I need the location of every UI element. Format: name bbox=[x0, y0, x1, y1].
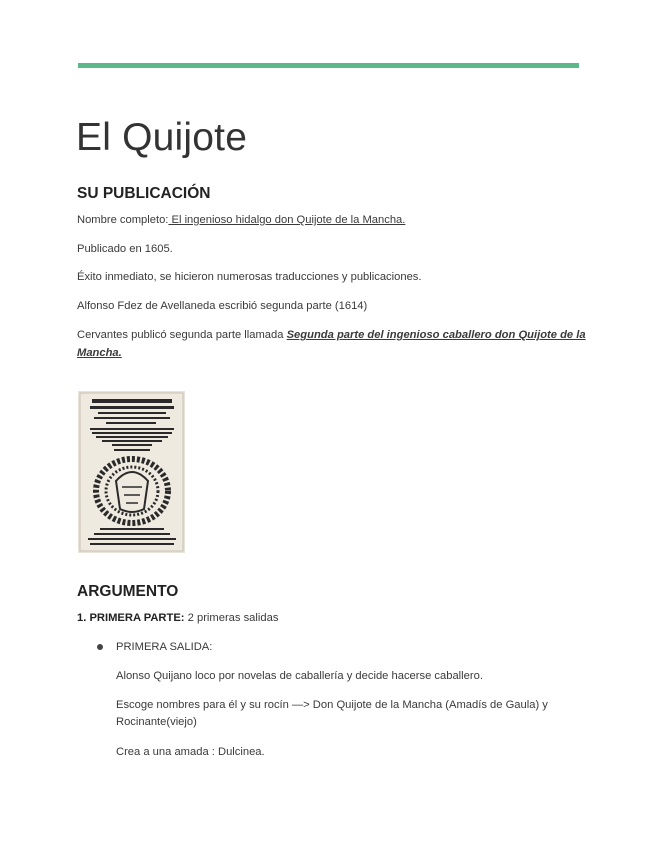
paragraph-escoge-nombres: Escoge nombres para él y su rocín —> Don Quijote de la Mancha (Amadís de Gaula) y bbox=[116, 699, 548, 711]
section-heading-argumento: ARGUMENTO bbox=[77, 583, 179, 600]
primera-parte-label: 1. PRIMERA PARTE: bbox=[77, 612, 185, 624]
document-title: El Quijote bbox=[76, 116, 248, 159]
paragraph-segunda-parte-cont bbox=[77, 345, 122, 362]
nombre-completo-label: Nombre completo: bbox=[77, 214, 169, 226]
paragraph-escoge-nombres-cont: Rocinante(viejo) bbox=[116, 716, 197, 728]
segunda-parte-title[interactable]: Segunda parte del ingenioso caballero don Quijote de la bbox=[286, 329, 586, 341]
paragraph-dulcinea: Crea a una amada : Dulcinea. bbox=[116, 746, 265, 758]
paragraph-nombre-completo bbox=[77, 212, 405, 229]
book-cover-image bbox=[78, 391, 185, 553]
paragraph-avellaneda: Alfonso Fdez de Avellaneda escribió segunda parte (1614) bbox=[77, 300, 368, 312]
paragraph-publicado: Publicado en 1605. bbox=[77, 243, 173, 255]
top-accent-rule bbox=[78, 63, 579, 68]
paragraph-exito: Éxito inmediato, se hicieron numerosas traducciones y publicaciones. bbox=[77, 271, 422, 283]
paragraph-alonso-quijano: Alonso Quijano loco por novelas de caballería y decide hacerse caballero. bbox=[116, 670, 483, 682]
bullet-icon bbox=[97, 644, 103, 650]
section-heading-publicacion: SU PUBLICACIÓN bbox=[77, 185, 211, 202]
bullet-primera-salida: PRIMERA SALIDA: bbox=[116, 641, 213, 653]
paragraph-primera-parte bbox=[77, 610, 278, 627]
paragraph-segunda-parte bbox=[77, 327, 586, 344]
primera-parte-text: 2 primeras salidas bbox=[184, 612, 279, 624]
segunda-parte-text: Cervantes publicó segunda parte llamada bbox=[77, 329, 287, 341]
segunda-parte-title-cont[interactable]: Mancha. bbox=[77, 347, 122, 359]
nombre-completo-link[interactable]: El ingenioso hidalgo don Quijote de la Mancha. bbox=[168, 214, 406, 226]
